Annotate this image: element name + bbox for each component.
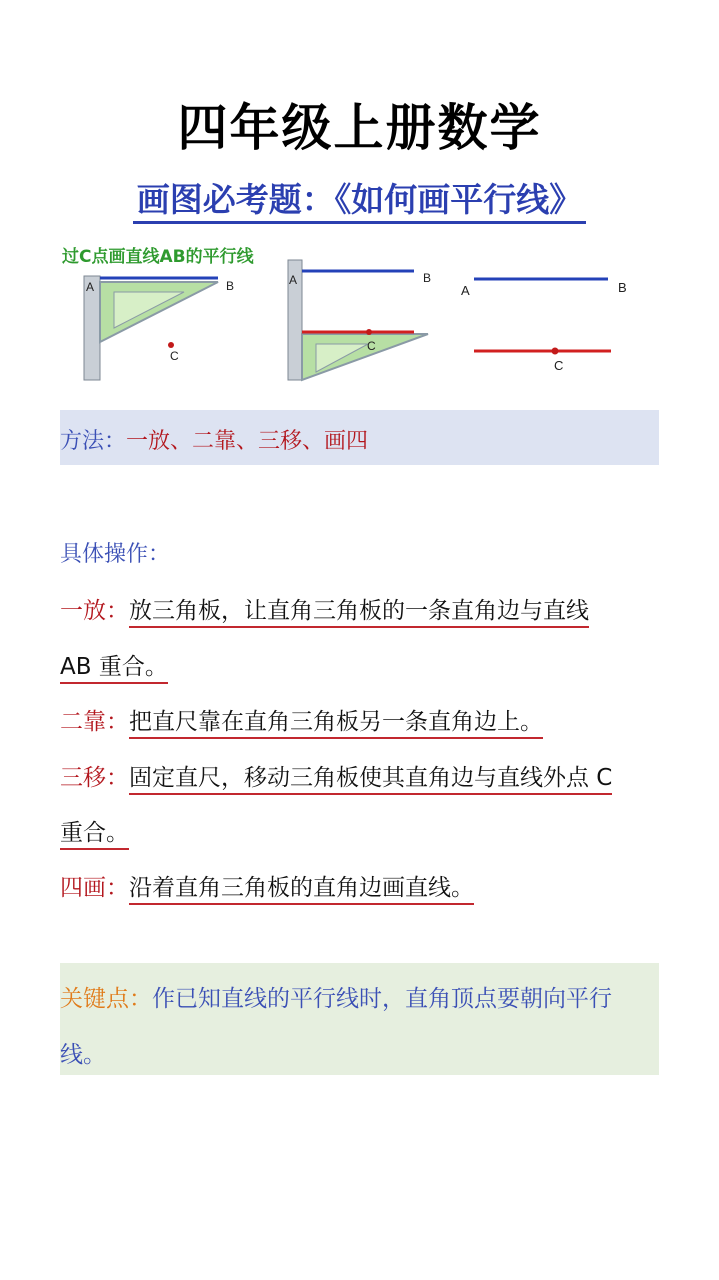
point-c-label: C xyxy=(367,339,376,353)
key-point-line-2 xyxy=(60,1036,106,1069)
step3-text-cont: 重合。 xyxy=(60,820,129,850)
method-label: 方法： xyxy=(60,429,127,454)
step1-text: 放三角板，让直角三角板的一条直角边与直线 xyxy=(129,598,589,628)
method-line xyxy=(60,424,368,455)
key-point-line xyxy=(60,980,612,1013)
step2-line xyxy=(60,703,543,736)
point-b-label: B xyxy=(226,279,235,293)
page-subtitle xyxy=(0,174,719,221)
step4-line xyxy=(60,869,474,902)
point-a-label: A xyxy=(86,280,95,294)
point-c-label: C xyxy=(170,349,179,363)
point-b-label: B xyxy=(423,271,432,285)
point-b-label: B xyxy=(618,280,627,295)
operations-heading: 具体操作： xyxy=(60,542,171,567)
step4-label: 四画： xyxy=(60,875,129,901)
method-steps: 一放、二靠、三移、画四 xyxy=(126,429,369,454)
point-a-label: A xyxy=(289,273,298,287)
diagram-step-draw xyxy=(474,279,611,355)
step4-text: 沿着直角三角板的直角边画直线。 xyxy=(129,875,474,905)
subtitle-text: 画图必考题：《如何画平行线》 xyxy=(133,180,587,224)
key-point-text: 作已知直线的平行线时，直角顶点要朝向平行 xyxy=(152,986,612,1012)
step3-line-2 xyxy=(60,814,129,847)
page-title: 四年级上册数学 xyxy=(177,99,542,157)
step1-line xyxy=(60,592,589,625)
point-a-label: A xyxy=(461,283,470,298)
diagram-step-rest-move xyxy=(288,260,428,380)
key-point-text-cont: 线。 xyxy=(60,1042,106,1068)
step3-line xyxy=(60,759,612,792)
point-c-label: C xyxy=(554,358,564,373)
key-point-label: 关键点： xyxy=(60,986,152,1012)
step3-label: 三移： xyxy=(60,765,129,791)
diagram-caption: 过C点画直线AB的平行线 xyxy=(62,247,254,267)
step1-text-cont: AB 重合。 xyxy=(60,654,168,684)
step3-text: 固定直尺，移动三角板使其直角边与直线外点 C xyxy=(129,765,612,795)
step2-text: 把直尺靠在直角三角板另一条直角边上。 xyxy=(129,709,543,739)
step2-label: 二靠： xyxy=(60,709,129,735)
diagram-step-place xyxy=(84,276,218,380)
step1-label: 一放： xyxy=(60,598,129,624)
step1-line-2 xyxy=(60,648,168,681)
